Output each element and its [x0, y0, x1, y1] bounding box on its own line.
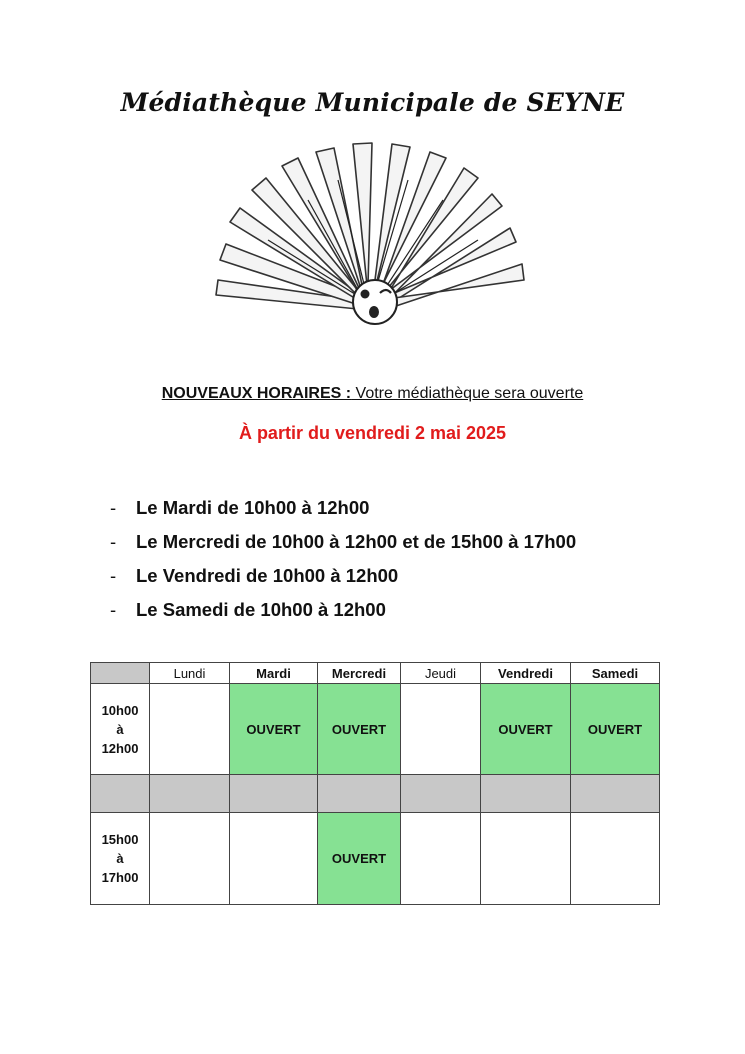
schedule-cell	[150, 813, 230, 905]
day-header: Samedi	[571, 663, 660, 684]
slot-end: 12h00	[101, 740, 139, 756]
notice-label: NOUVEAUX HORAIRES :	[161, 385, 352, 402]
start-date: À partir du vendredi 2 mai 2025	[238, 423, 507, 443]
hours-text: Le Samedi de 10h00 à 12h00	[136, 599, 386, 620]
list-item	[110, 527, 576, 561]
slot-end: 17h00	[101, 870, 139, 885]
opening-hours-list	[110, 493, 576, 629]
day-header: Lundi	[150, 663, 230, 684]
time-slot-label	[91, 684, 150, 775]
bullet-dash: -	[110, 497, 117, 518]
schedule-cell-open: OUVERT	[230, 684, 318, 775]
table-row	[91, 813, 660, 905]
table-separator-row	[91, 775, 660, 813]
slot-sep: à	[116, 851, 124, 866]
hours-text: Le Mardi de 10h00 à 12h00	[136, 497, 370, 518]
day-header: Vendredi	[481, 663, 571, 684]
table-corner	[91, 663, 150, 684]
day-header: Jeudi	[401, 663, 481, 684]
schedule-table	[90, 662, 660, 905]
bullet-dash: -	[110, 531, 117, 552]
book-hedgehog-icon	[208, 140, 538, 330]
bullet-dash: -	[110, 599, 117, 620]
schedule-cell-open: OUVERT	[481, 684, 571, 775]
slot-start: 10h00	[101, 702, 139, 718]
schedule-cell	[401, 684, 481, 775]
table-header-row	[91, 663, 660, 684]
table-row	[91, 684, 660, 775]
slot-sep: à	[116, 721, 124, 737]
schedule-cell	[230, 813, 318, 905]
schedule-cell	[481, 813, 571, 905]
slot-start: 15h00	[101, 832, 139, 847]
list-item	[110, 595, 576, 629]
schedule-cell-open: OUVERT	[571, 684, 660, 775]
notice-heading	[0, 385, 745, 403]
list-item	[110, 561, 576, 595]
hours-text: Le Vendredi de 10h00 à 12h00	[136, 565, 399, 586]
hours-text: Le Mercredi de 10h00 à 12h00 et de 15h00 à 17h00	[136, 531, 577, 552]
list-item	[110, 493, 576, 527]
schedule-cell	[150, 684, 230, 775]
notice-text: Votre médiathèque sera ouverte	[351, 385, 584, 402]
bullet-dash: -	[110, 565, 117, 586]
schedule-cell	[571, 813, 660, 905]
schedule-cell-open: OUVERT	[318, 684, 401, 775]
page-title: Médiathèque Municipale de SEYNE	[120, 88, 625, 117]
day-header: Mardi	[230, 663, 318, 684]
time-slot-label	[91, 813, 150, 905]
day-header: Mercredi	[318, 663, 401, 684]
schedule-cell-open: OUVERT	[318, 813, 401, 905]
schedule-cell	[401, 813, 481, 905]
